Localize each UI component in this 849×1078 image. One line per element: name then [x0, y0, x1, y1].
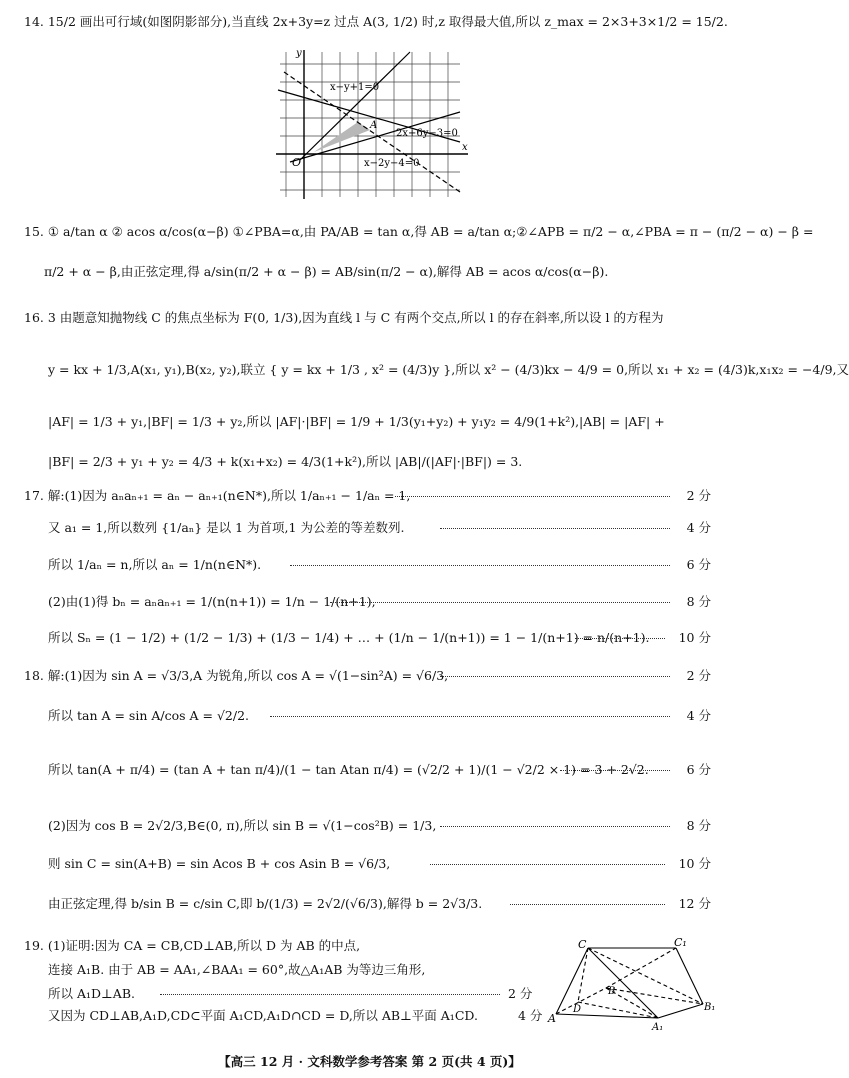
p16-line2: [0, 360, 849, 380]
label-D: D: [573, 1004, 582, 1015]
p17-text-2: 又 a₁ = 1,所以数列 {1/aₙ} 是以 1 为首项,1 为公差的等差数列.: [48, 520, 405, 535]
score-p17-3: 6 分: [686, 557, 711, 572]
p16-text-4: |BF| = 2/3 + y₁ + y₂ = 4/3 + k(x₁+x₂) = 4/3(1+k²),所以 |AB|/(|AF|·|BF|) = 3.: [48, 454, 523, 469]
p16-text-1: 16. 3 由题意知抛物线 C 的焦点坐标为 F(0, 1/3),因为直线 l 与 C 有两个交点,所以 l 的存在斜率,所以设 l 的方程为: [24, 310, 664, 325]
p19-text-2: 连接 A₁B. 由于 AB = AA₁,∠BAA₁ = 60°,故△A₁AB 为等边三角形,: [48, 962, 426, 977]
x-axis-label: x: [462, 142, 468, 153]
label-A: A: [548, 1012, 556, 1025]
label-B: B: [608, 986, 616, 997]
label-B1: B₁: [704, 1002, 716, 1013]
p17-line2: [0, 518, 739, 538]
p15-line2: [0, 262, 739, 282]
p15-text-1: 15. ① a/tan α ② acos α/cos(α−β) ①∠PBA=α,由 PA/AB = tan α,得 AB = a/tan α;②∠APB = π/2 − α,∠PBA = π − (π/2 − α) − β =: [24, 224, 814, 239]
score-p17-5: 10 分: [678, 630, 711, 645]
feasible-region-graph: [270, 42, 475, 202]
p18-text-3: 所以 tan(A + π/4) = (tan A + tan π/4)/(1 − tan Atan π/4) = (√2/2 + 1)/(1 − √2/2 × 1) = 3 + 2√2.: [48, 762, 649, 777]
p15-line1: [0, 222, 814, 242]
y-axis-label: y: [296, 48, 302, 59]
p18-line6: [0, 894, 739, 914]
p16-text-2: y = kx + 1/3,A(x₁, y₁),B(x₂, y₂),联立 { y = kx + 1/3 , x² = (4/3)y },所以 x² − (4/3)kx − 4/9 = 0,所以 x₁ + x₂ = (4/3)k,x₁x₂ = −4/9,又: [48, 362, 849, 377]
p18-text-5: 则 sin C = sin(A+B) = sin Acos B + cos Asin B = √6/3,: [48, 856, 391, 871]
p17-text-3: 所以 1/aₙ = n,所以 aₙ = 1/n(n∈N*).: [48, 557, 262, 572]
p16-line3: [0, 412, 739, 432]
p17-line4: [0, 592, 739, 612]
score-p18-6: 12 分: [678, 896, 711, 911]
p16-text-3: |AF| = 1/3 + y₁,|BF| = 1/3 + y₂,所以 |AF|·|BF| = 1/9 + 1/3(y₁+y₂) + y₁y₂ = 4/9(1+k²),|AB| = |AF| +: [48, 414, 665, 429]
score-p18-4: 8 分: [686, 818, 711, 833]
line-label-2: 2x+6y−3=0: [396, 128, 458, 139]
p17-text-4: (2)由(1)得 bₙ = aₙaₙ₊₁ = 1/(n(n+1)) = 1/n − 1/(n+1),: [48, 594, 376, 609]
score-p18-1: 2 分: [686, 668, 711, 683]
p15-text-2: π/2 + α − β,由正弦定理,得 a/sin(π/2 + α − β) = AB/sin(π/2 − α),解得 AB = acos α/cos(α−β).: [44, 264, 609, 279]
p16-line4: [0, 452, 739, 472]
p18-text-4: (2)因为 cos B = 2√2/3,B∈(0, π),所以 sin B = √(1−cos²B) = 1/3,: [48, 818, 437, 833]
p18-line4: [0, 816, 739, 836]
score-p19-4: 4 分: [518, 1008, 543, 1023]
p14-line: [0, 12, 739, 32]
score-p18-3: 6 分: [686, 762, 711, 777]
p19-text-4: 又因为 CD⊥AB,A₁D,CD⊂平面 A₁CD,A₁D∩CD = D,所以 AB⊥平面 A₁CD.: [48, 1008, 478, 1023]
p14-text: 14. 15/2 画出可行域(如图阴影部分),当直线 2x+3y=z 过点 A(3, 1/2) 时,z 取得最大值,所以 z_max = 2×3+3×1/2 = 15/2.: [24, 14, 728, 29]
p16-line1: [0, 308, 739, 328]
p19-text-1: 19. (1)证明:因为 CA = CB,CD⊥AB,所以 D 为 AB 的中点,: [24, 938, 361, 953]
score-p17-1: 2 分: [686, 488, 711, 503]
p18-text-1: 18. 解:(1)因为 sin A = √3/3,A 为锐角,所以 cos A = √(1−sin²A) = √6/3,: [24, 668, 449, 683]
page-footer: 【高三 12 月 · 文科数学参考答案 第 2 页(共 4 页)】: [218, 1054, 521, 1069]
score-p17-4: 8 分: [686, 594, 711, 609]
p18-line1: [0, 666, 739, 686]
score-p18-5: 10 分: [678, 856, 711, 871]
p18-text-6: 由正弦定理,得 b/sin B = c/sin C,即 b/(1/3) = 2√2/(√6/3),解得 b = 2√3/3.: [48, 896, 483, 911]
p17-line3: [0, 555, 739, 575]
p18-line3: [0, 760, 739, 780]
p19-text-3: 所以 A₁D⊥AB.: [48, 986, 135, 1001]
line-label-1: x−y+1=0: [330, 82, 380, 93]
score-p19-3: 2 分: [508, 986, 533, 1001]
p18-line2: [0, 706, 739, 726]
origin-label: O: [292, 156, 302, 169]
p18-text-2: 所以 tan A = sin A/cos A = √2/2.: [48, 708, 250, 723]
label-A1: A₁: [652, 1022, 664, 1033]
p17-line5: [0, 628, 739, 648]
p17-line1: [0, 486, 739, 506]
p17-text-5: 所以 Sₙ = (1 − 1/2) + (1/2 − 1/3) + (1/3 − 1/4) + … + (1/n − 1/(n+1)) = 1 − 1/(n+1) = n/(n+1).: [48, 630, 650, 645]
label-C1: C₁: [674, 936, 687, 949]
p18-line5: [0, 854, 739, 874]
label-C: C: [578, 938, 587, 951]
prism-figure: [548, 936, 718, 1036]
line-x-y-1: [300, 52, 410, 160]
point-a-label: A: [370, 120, 378, 131]
p17-text-1: 17. 解:(1)因为 aₙaₙ₊₁ = aₙ − aₙ₊₁(n∈N*),所以 1/aₙ₊₁ − 1/aₙ = 1,: [24, 488, 411, 503]
score-p17-2: 4 分: [686, 520, 711, 535]
score-p18-2: 4 分: [686, 708, 711, 723]
shaded-feasible-region: [314, 122, 370, 152]
line-label-3: x−2y−4=0: [364, 158, 420, 169]
